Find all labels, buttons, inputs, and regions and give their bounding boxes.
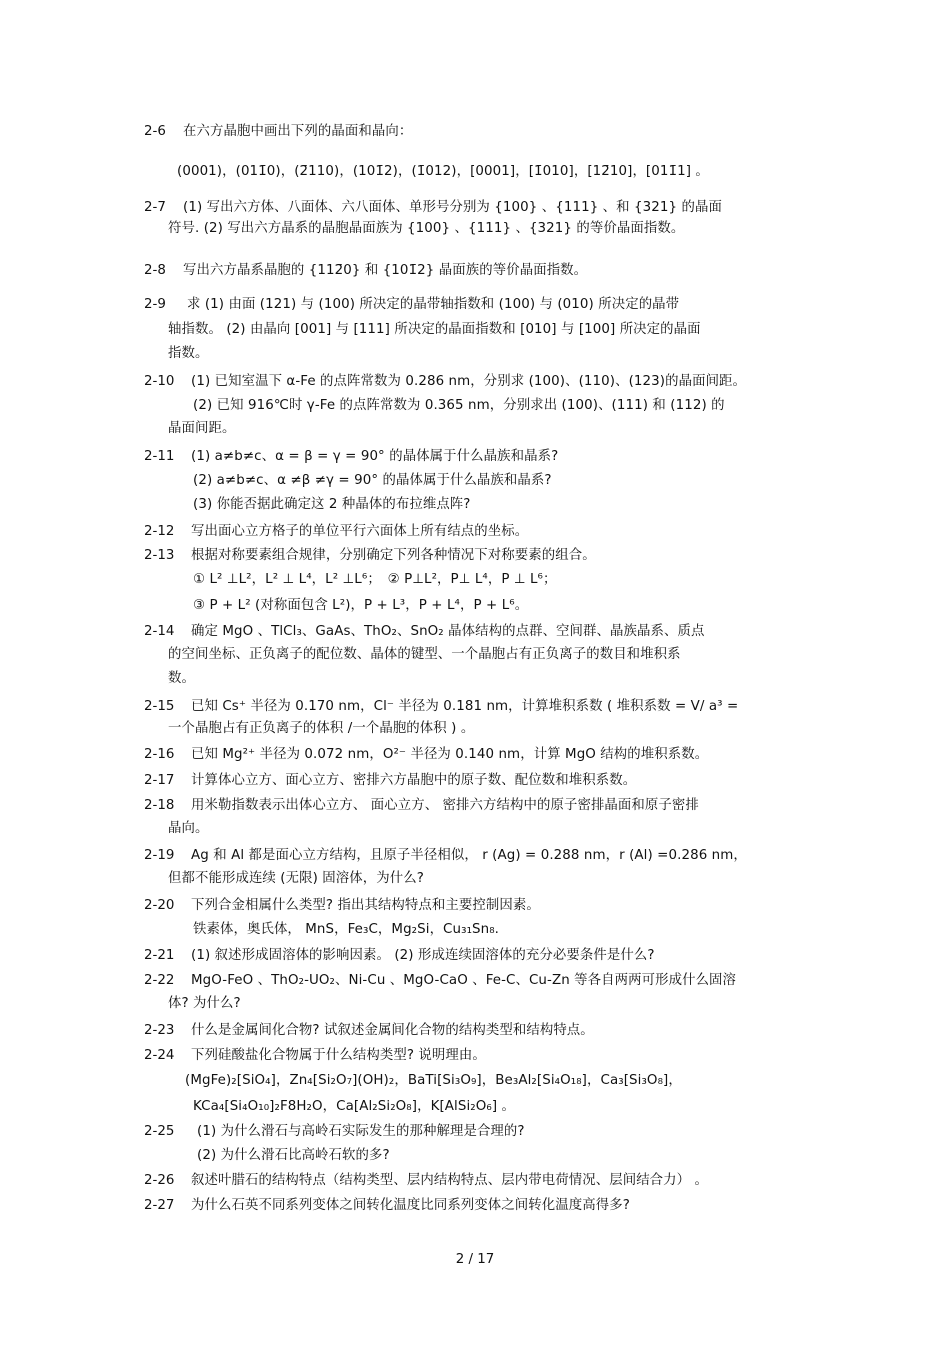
problem-number: 2-25 (144, 1124, 175, 1139)
problem-text-line: 根据对称要素组合规律，分别确定下列各种情况下对称要素的组合。 (191, 548, 596, 563)
problem-text-line: Ag 和 Al 都是面心立方结构，且原子半径相似， r (Ag) = 0.288 nm，r (Al) =0.286 nm， (191, 848, 747, 863)
problem-text-line: 在六方晶胞中画出下列的晶面和晶向： (183, 124, 413, 139)
problem-text-line: (3) 你能否据此确定这 2 种晶体的布拉维点阵? (193, 497, 471, 512)
problem-number: 2-21 (144, 948, 175, 963)
problem-number: 2-26 (144, 1173, 175, 1188)
problem-number: 2-15 (144, 699, 175, 714)
problem-text-line: (1) 写出六方体、八面体、六八面体、单形号分别为 {100} 、{111} 、和 {321} 的晶面 (183, 200, 722, 215)
problem-number: 2-17 (144, 773, 175, 788)
problem-text-line: 已知 Cs⁺ 半径为 0.170 nm，Cl⁻ 半径为 0.181 nm，计算堆积系数 ( 堆积系数 = V/ a³ = (191, 699, 739, 714)
problem-number: 2-24 (144, 1048, 175, 1063)
problem-text-line: 体? 为什么? (168, 996, 241, 1011)
problem-number: 2-12 (144, 524, 175, 539)
problem-number: 2-10 (144, 374, 175, 389)
problem-text-line: 下列硅酸盐化合物属于什么结构类型? 说明理由。 (191, 1048, 486, 1063)
problem-text-line: MgO-FeO 、ThO₂-UO₂、Ni-Cu 、MgO-CaO 、Fe-C、Cu-Zn 等各自两两可形成什么固溶 (191, 973, 737, 988)
problem-text-line: 用米勒指数表示出体心立方、 面心立方、 密排六方结构中的原子密排晶面和原子密排 (191, 798, 699, 813)
problem-number: 2-11 (144, 449, 175, 464)
problem-text-line: 晶向。 (168, 821, 209, 836)
problem-text-line: 下列合金相属什么类型? 指出其结构特点和主要控制因素。 (191, 898, 540, 913)
problem-text-line: (1) 为什么滑石与高岭石实际发生的那种解理是合理的? (197, 1124, 525, 1139)
problem-number: 2-13 (144, 548, 175, 563)
problem-text-line: 计算体心立方、面心立方、密排六方晶胞中的原子数、配位数和堆积系数。 (191, 773, 637, 788)
problem-number: 2-23 (144, 1023, 175, 1038)
problem-number: 2-9 (144, 297, 166, 312)
problem-text-line: 符号. (2) 写出六方晶系的晶胞晶面族为 {100} 、{111} 、{321} 的等价晶面指数。 (168, 221, 685, 236)
problem-text-line: 一个晶胞占有正负离子的体积 /一个晶胞的体积 ) 。 (168, 721, 475, 736)
problem-text-line: 的空间坐标、正负离子的配位数、晶体的键型、一个晶胞占有正负离子的数目和堆积系 (168, 647, 681, 662)
problem-text-line: (1) 叙述形成固溶体的影响因素。 (2) 形成连续固溶体的充分必要条件是什么? (191, 948, 655, 963)
problem-number: 2-18 (144, 798, 175, 813)
problem-text-line: 已知 Mg²⁺ 半径为 0.072 nm，O²⁻ 半径为 0.140 nm，计算 MgO 结构的堆积系数。 (191, 747, 709, 762)
problem-text-line: 写出六方晶系晶胞的 {112̄0} 和 {101̄2} 晶面族的等价晶面指数。 (183, 263, 588, 278)
problem-number: 2-7 (144, 200, 166, 215)
problem-text-line: (0001)，(011̄0)，(2̄110)，(101̄2)，(1̄012)，[0001]，[1̄010]，[12̄10]，[011̄1] 。 (177, 164, 709, 179)
problem-text-line: 叙述叶腊石的结构特点（结构类型、层内结构特点、层内带电荷情况、层间结合力） 。 (191, 1173, 708, 1188)
problem-text-line: ③ P + L² (对称面包含 L²)，P + L³，P + L⁴，P + L⁶。 (193, 598, 529, 613)
problem-text-line: (1) a≠b≠c、α = β = γ = 90° 的晶体属于什么晶族和晶系? (191, 449, 559, 464)
problem-text-line: KCa₄[Si₄O₁₀]₂F8H₂O，Ca[Al₂Si₂O₈]，K[AlSi₂O₆] 。 (193, 1099, 516, 1114)
problem-text-line: 指数。 (168, 346, 209, 361)
problem-text-line: ① L² ⊥L²，L² ⊥ L⁴，L² ⊥L⁶； ② P⊥L²，P⊥ L⁴，P ⊥ L⁶； (193, 572, 557, 587)
problem-number: 2-16 (144, 747, 175, 762)
problem-text-line: 轴指数。 (2) 由晶向 [001] 与 [111] 所决定的晶面指数和 [010] 与 [100] 所决定的晶面 (168, 322, 701, 337)
problem-text-line: 求 (1) 由面 (121) 与 (100) 所决定的晶带轴指数和 (100) 与 (010) 所决定的晶带 (187, 297, 680, 312)
problem-number: 2-14 (144, 624, 175, 639)
problem-text-line: 但都不能形成连续 (无限) 固溶体，为什么? (168, 871, 424, 886)
problem-text-line: (1) 已知室温下 α-Fe 的点阵常数为 0.286 nm，分别求 (100)、(110)、(123)的晶面间距。 (191, 374, 747, 389)
problem-text-line: (2) 已知 916℃时 γ-Fe 的点阵常数为 0.365 nm，分别求出 (100)、(111) 和 (112) 的 (193, 398, 725, 413)
problem-text-line: 确定 MgO 、TlCl₃、GaAs、ThO₂、SnO₂ 晶体结构的点群、空间群、晶族晶系、质点 (191, 624, 705, 639)
problem-text-line: 数。 (168, 671, 195, 686)
problem-number: 2-27 (144, 1198, 175, 1213)
problem-number: 2-8 (144, 263, 166, 278)
problem-text-line: 晶面间距。 (168, 421, 236, 436)
problem-text-line: (2) a≠b≠c、α ≠β ≠γ = 90° 的晶体属于什么晶族和晶系? (193, 473, 552, 488)
problem-text-line: (MgFe)₂[SiO₄]，Zn₄[Si₂O₇](OH)₂，BaTi[Si₃O₉]，Be₃Al₂[Si₄O₁₈]，Ca₃[Si₃O₈]， (185, 1073, 682, 1088)
problem-text-line: 铁素体，奥氏体， MnS，Fe₃C，Mg₂Si，Cu₃₁Sn₈. (193, 922, 500, 937)
problem-text-line: 为什么石英不同系列变体之间转化温度比同系列变体之间转化温度高得多? (191, 1198, 630, 1213)
problem-number: 2-20 (144, 898, 175, 913)
problem-text-line: 写出面心立方格子的单位平行六面体上所有结点的坐标。 (191, 524, 529, 539)
problem-text-line: (2) 为什么滑石比高岭石软的多? (197, 1148, 390, 1163)
problem-number: 2-6 (144, 124, 166, 139)
problem-text-line: 什么是金属间化合物? 试叙述金属间化合物的结构类型和结构特点。 (191, 1023, 594, 1038)
page-number: 2 / 17 (455, 1252, 495, 1267)
problem-number: 2-19 (144, 848, 175, 863)
problem-number: 2-22 (144, 973, 175, 988)
